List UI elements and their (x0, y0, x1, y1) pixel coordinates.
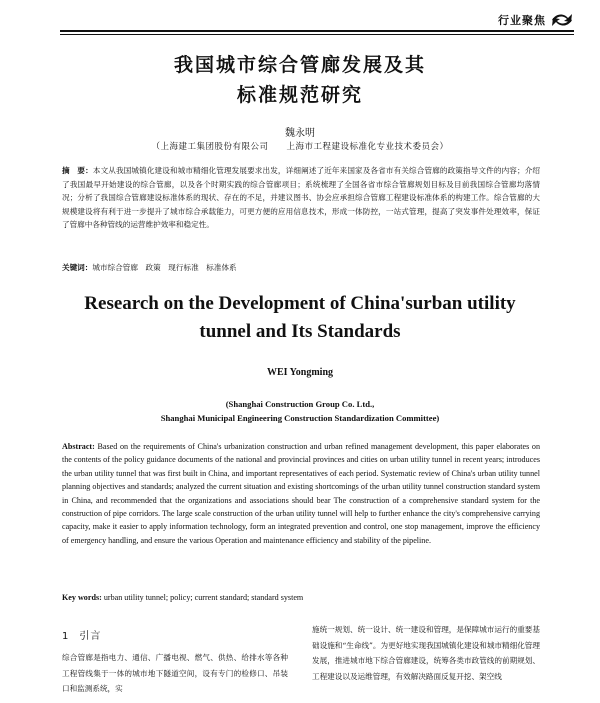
section-tag-label: 行业聚焦 (498, 14, 546, 27)
english-keywords (62, 592, 540, 604)
body-left-column (62, 650, 288, 697)
chinese-author: 魏永明 (285, 128, 315, 139)
chinese-abstract-label: 摘 要： (62, 166, 93, 175)
header-rule (60, 30, 574, 35)
body-right-text: 施统一规划、统一设计、统一建设和管理，是保障城市运行的重要基础设施和“生命线”。为更好地实现我国城镇化建设和城市精细化管理发展，推进城市地下综合管廊建设，统筹各类市政管线的前期规划、工程建设以及运维管理，有效解决路面反复开挖、架空线 (312, 625, 540, 681)
english-title (60, 290, 540, 346)
section-number: 1 (62, 631, 70, 642)
chinese-abstract-text: 本文从我国城镇化建设和城市精细化管理发展要求出发，详细阐述了近年来国家及各省市有关综合管廊的政策指导文件的内容；介绍了我国最早开始建设的综合管廊，以及各个时期实践的综合管廊项目；系统梳理了全国各省市综合管廊规划目标及目前我国综合管廊均落情况；分析了我国综合管廊建设标准体系的现状、存在的不足，并建议图书、协会应承担综合管廊工程建设标准体系的构建工作。综合管廊的大规模建设将有利于进一步提升了城市综合承载能力，可更方便的应用信息技术，形成一体防控，一站式管理，提高了突发事件处理效率，保证了管廊中各种管线的运营维护效率和稳定性。 (62, 166, 541, 230)
section-title: 引言 (79, 631, 102, 642)
english-abstract-label: Abstract: (62, 442, 95, 451)
chinese-title-line2: 标准规范研究 (236, 84, 363, 106)
english-affiliation (60, 397, 540, 425)
chinese-affiliation: （上海建工集团股份有限公司 上海市工程建设标准化专业技术委员会） (151, 142, 449, 152)
chinese-abstract (62, 164, 540, 232)
journal-logo-icon (550, 12, 574, 28)
chinese-keywords-label: 关键词： (62, 263, 93, 272)
chinese-title-line1: 我国城市综合管廊发展及其 (173, 54, 426, 76)
english-title-line1: Research on the Development of China'surban utility (84, 293, 516, 314)
section-heading (62, 627, 101, 642)
english-keywords-label: Key words: (62, 593, 102, 602)
english-author: WEI Yongming (266, 367, 334, 378)
english-keywords-text: urban utility tunnel; policy; current standard; standard system (103, 593, 304, 602)
body-left-text: 综合管廊是指电力、通信、广播电视、燃气、供热、给排水等各种工程管线集于一体的城市地下隧道空间，设有专门的检修口、吊装口和监测系统，实 (62, 653, 288, 693)
body-right-column (312, 622, 540, 684)
english-affiliation-line2: Shanghai Municipal Engineering Construction Standardization Committee) (160, 413, 440, 423)
english-abstract (62, 440, 540, 547)
english-abstract-text: Based on the requirements of China's urbanization construction and urban refined management development, this paper elaborates on the contents of the policy guidance documents of the national and provincial provinces and cities on urban utility tunnel in recent years; introduces the urban utility tunnel that was first built in China, and important representatives of each period. Systematic review of China's urban utility tunnel planning objectives and standards; analyzed the current situation and existing shortcomings of the urban utility tunnel construction standard system in China, and recommended that the organizations and associations should bear The construction of a comprehensive standard system for the construction of pipe corridors. The large scale construction of the urban utility tunnel will help to further enhance the city's comprehensive carrying capacity, make it easier to apply information technology, form an integrated prevention and control, one stop management, improve the efficiency of emergency handling, and ensure the various Operation and maintenance efficiency and stability of the pipeline. (62, 442, 541, 545)
chinese-keywords-text: 城市综合管廊 政策 现行标准 标准体系 (92, 263, 237, 272)
english-title-line2: tunnel and Its Standards (199, 321, 401, 342)
section-tag (498, 12, 574, 28)
chinese-title (60, 50, 540, 110)
english-affiliation-line1: (Shanghai Construction Group Co. Ltd., (225, 399, 375, 409)
chinese-keywords (62, 262, 540, 274)
